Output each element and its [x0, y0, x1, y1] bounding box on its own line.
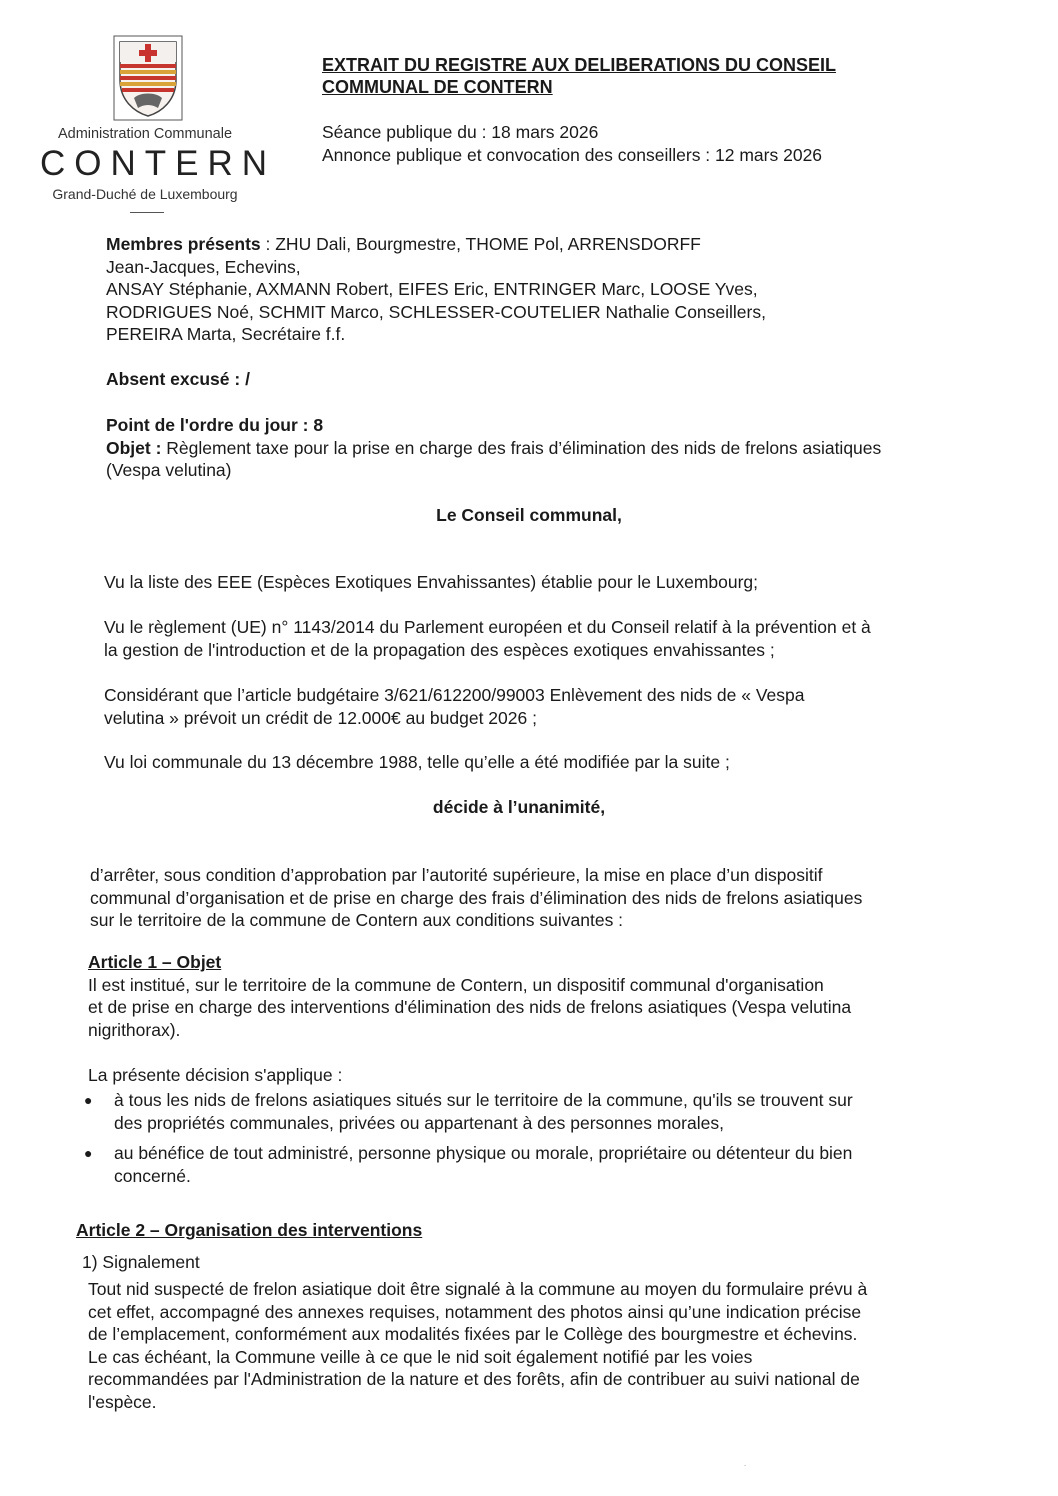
title-line-1: EXTRAIT DU REGISTRE AUX DELIBERATIONS DU CONSEIL — [322, 55, 837, 75]
members-line-5: PEREIRA Marta, Secrétaire f.f. — [106, 324, 346, 344]
members-line-3: ANSAY Stéphanie, AXMANN Robert, EIFES Eric, ENTRINGER Marc, LOOSE Yves, — [106, 279, 758, 299]
objet-line-1: Règlement taxe pour la prise en charge des frais d’élimination des nids de frelons asiatiques — [161, 437, 882, 458]
absent-excuse: Absent excusé : / — [106, 369, 250, 389]
bullet-1-line-2: des propriétés communales, privées ou appartenant à des personnes morales, — [114, 1112, 724, 1133]
decree-line-1: d’arrêter, sous condition d’approbation par l’autorité supérieure, la mise en place d’un dispositif — [90, 865, 823, 885]
agenda — [106, 414, 881, 482]
council-heading: Le Conseil communal, — [436, 505, 622, 525]
consideration-4: Vu loi communale du 13 décembre 1988, telle qu’elle a été modifiée par la suite ; — [104, 752, 730, 772]
list-item — [84, 1142, 853, 1187]
article-2-subheading: 1) Signalement — [82, 1252, 200, 1272]
article-1-line-2: et de prise en charge des interventions d'élimination des nids de frelons asiatiques (Vespa velutina — [88, 997, 852, 1017]
bullet-2-line-2: concerné. — [114, 1165, 191, 1186]
article-1-title: Article 1 – Objet — [88, 952, 222, 972]
article-1 — [88, 951, 851, 1041]
consideration-3-line-2: velutina » prévoit un crédit de 12.000€ au budget 2026 ; — [104, 707, 537, 728]
consideration-1: Vu la liste des EEE (Espèces Exotiques Envahissantes) établie pour le Luxembourg; — [104, 572, 759, 592]
bullet-1-line-1: à tous les nids de frelons asiatiques situés sur le territoire de la commune, qu'ils se trouvent sur — [114, 1090, 853, 1110]
article-2-line-5: recommandées par l'Administration de la nature et des forêts, afin de contribuer au suivi national de — [88, 1369, 860, 1389]
annonce-date: Annonce publique et convocation des conseillers : 12 mars 2026 — [322, 145, 823, 165]
decree-line-2: communal d’organisation et de prise en charge des frais d’élimination des nids de frelons asiatiques — [90, 887, 863, 908]
title-line-2: COMMUNAL DE CONTERN — [322, 77, 553, 97]
consideration-2-line-1: Vu le règlement (UE) n° 1143/2014 du Parlement européen et du Conseil relatif à la prévention et à — [104, 617, 871, 637]
decision-heading: décide à l’unanimité, — [432, 797, 606, 817]
document-title — [322, 54, 836, 98]
consideration-3 — [104, 684, 805, 729]
article-1-line-3: nigrithorax). — [88, 1019, 181, 1040]
session-info — [322, 121, 822, 167]
members-present — [106, 233, 766, 346]
bullet-icon: ● — [84, 1092, 93, 1108]
seance-date: Séance publique du : 18 mars 2026 — [322, 122, 599, 142]
bullet-2-line-1: au bénéfice de tout administré, personne physique ou morale, propriétaire ou détenteur du bien — [114, 1143, 853, 1163]
divider — [130, 212, 164, 213]
article-1-line-1: Il est institué, sur le territoire de la commune de Contern, un dispositif communal d'organisation — [88, 974, 824, 995]
administration-label: Administration Communale — [57, 126, 233, 142]
list-item — [84, 1089, 853, 1134]
article-2-line-1: Tout nid suspecté de frelon asiatique doit être signalé à la commune au moyen du formulaire prévu à — [88, 1279, 868, 1299]
article-2-text — [88, 1278, 867, 1413]
country-label: Grand-Duché de Luxembourg — [52, 186, 238, 202]
agenda-point: Point de l'ordre du jour : 8 — [106, 415, 324, 435]
article-2-line-2: cet effet, accompagné des annexes requises, notamment des photos ainsi qu’une indication précise — [88, 1301, 862, 1322]
scan-artifact: ˙ — [744, 1464, 747, 1474]
article-2-line-4: Le cas échéant, la Commune veille à ce que le nid soit également notifié par les voies — [88, 1346, 753, 1367]
members-line-2: Jean-Jacques, Echevins, — [106, 256, 301, 277]
members-label: Membres présents — [106, 234, 261, 254]
members-line-4: RODRIGUES Noé, SCHMIT Marco, SCHLESSER-COUTELIER Nathalie Conseillers, — [106, 301, 766, 322]
objet-line-2: (Vespa velutina) — [106, 460, 232, 480]
coat-of-arms-icon — [112, 34, 184, 122]
consideration-2 — [104, 616, 871, 661]
applies-label: La présente décision s'applique : — [88, 1065, 343, 1085]
objet-label: Objet : — [106, 437, 162, 458]
article-2-line-6: l'espèce. — [88, 1391, 157, 1412]
decree-text — [90, 864, 862, 932]
bullet-icon: ● — [84, 1145, 93, 1161]
article-2-title: Article 2 – Organisation des interventions — [76, 1220, 423, 1240]
members-line-1: : ZHU Dali, Bourgmestre, THOME Pol, ARRENSDORFF — [260, 234, 701, 254]
consideration-2-line-2: la gestion de l'introduction et de la propagation des espèces exotiques envahissantes ; — [104, 639, 775, 660]
article-2-line-3: de l’emplacement, conformément aux modalités fixées par le Collège des bourgmestre et échevins. — [88, 1324, 858, 1344]
consideration-3-line-1: Considérant que l’article budgétaire 3/621/612200/99003 Enlèvement des nids de « Vespa — [104, 685, 805, 705]
decree-line-3: sur le territoire de la commune de Contern aux conditions suivantes : — [90, 910, 624, 930]
commune-name: CONTERN — [40, 144, 277, 183]
